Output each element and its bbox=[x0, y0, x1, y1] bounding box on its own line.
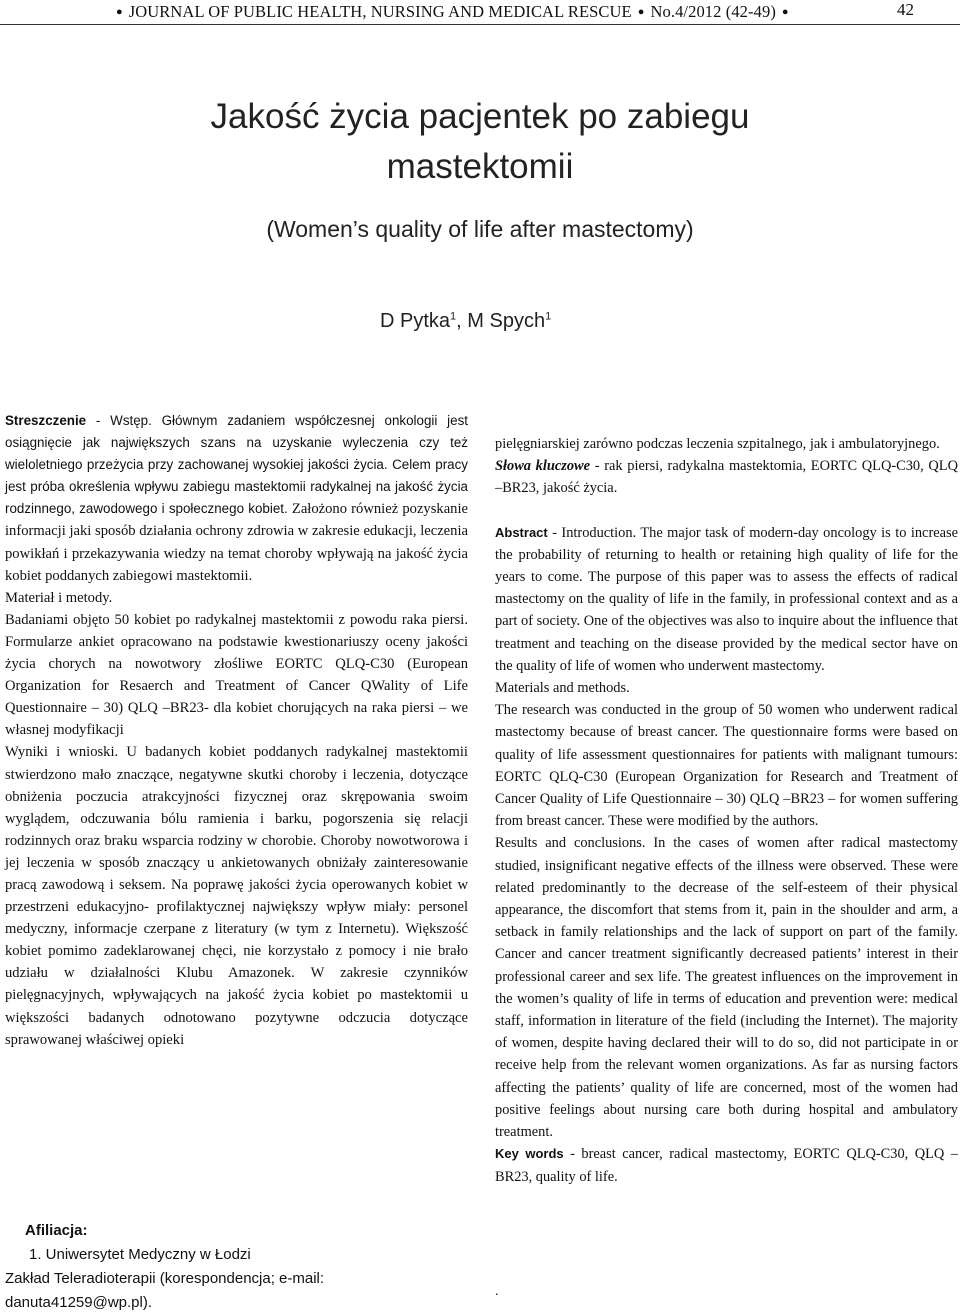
journal-header bbox=[110, 2, 795, 22]
author-name: D Pytka bbox=[380, 310, 451, 332]
author-name: M Spych bbox=[467, 310, 546, 332]
abstract-english-intro bbox=[495, 522, 958, 677]
trailing-dot: . bbox=[495, 1284, 499, 1299]
abstract-label: Abstract bbox=[495, 524, 548, 540]
keywords-label: Key words bbox=[495, 1146, 564, 1162]
affiliation-item: Zakład Teleradioterapii (korespondencja; e-mail: danuta41259@wp.pl). bbox=[5, 1270, 325, 1311]
results-text: U badanych kobiet poddanych radykalnej mastektomii stwierdzono mało znaczące, negatywne skutki choroby i leczenia, dotyczące obniżenia poczucia atrakcyjności fizycznej oraz skrępowania swoim wyglądem, odczuwania bólu ramienia i barku, pogorszenia się relacji rodzinnych oraz braku wsparcia rodziny w chorobie. Choroby nowotworowa i jej leczenia w sposób znaczący u ankietowanych obniżały zainteresowanie pracą zawodową i seksem. Na poprawę jakości życia operowanych kobiet w przestrzeni edukacyjno- profilaktycznej największy wpływ miały: personel medyczny, informacje czerpane z literatury (w tym z Internetu). Większość kobiet pomimo zadeklarowanej chęci, nie korzystało z pomocy i nie brało udziału w działalności Klubu Amazonek. W zakresie czynników pielęgnacyjnych, wpływających na jakość życia kobiet po mastektomii u większości badanych odnotowano pozytywne odczucia dotyczące sprawowanej właściwej opieki bbox=[5, 744, 468, 1048]
abstract-column-right bbox=[495, 433, 958, 1188]
keywords-english bbox=[495, 1143, 958, 1187]
keywords-text: - rak piersi, radykalna mastektomia, EORTC QLQ-C30, QLQ –BR23, jakość życia. bbox=[495, 458, 958, 497]
bullet-icon: ● bbox=[116, 6, 123, 18]
title-line-1: Jakość życia pacjentek po zabiegu bbox=[210, 97, 750, 136]
intro-label: - Wstęp. bbox=[86, 413, 152, 428]
running-header bbox=[0, 0, 960, 25]
journal-issue: No.4/2012 (42-49) bbox=[650, 2, 776, 21]
keywords-text: - breast cancer, radical mastectomy, EORTC QLQ-C30, QLQ –BR23, quality of life. bbox=[495, 1146, 958, 1185]
affiliation-mark: 1 bbox=[545, 310, 552, 323]
keywords-polish bbox=[495, 455, 958, 499]
abstract-paragraph: Założono również pozyskanie informacji jaki sposób działania ochrony zdrowia w zakresie edukacji, leczenia powikłań i przekazywania wiedzy na temat choroby wpływają na jakość życia kobiet poddanych zabiegowi mastektomii. bbox=[5, 501, 468, 584]
methods-paragraph: Badaniami objęto 50 kobiet po radykalnej mastektomii z powodu raka piersi. Formularze ankiet opracowano na podstawie kwestionariuszy oceny jakości życia chorych na nowotwory złośliwe EORTC QLQ-C30 (European Organization for Resaerch and Treatment of Cancer QWality of Life Questionnaire – 30) QLQ –BR23- dla kobiet chorujących na raka piersi – we własnej modyfikacji bbox=[5, 611, 468, 739]
author-list bbox=[380, 310, 680, 333]
affiliation-block bbox=[5, 1219, 465, 1315]
affiliation-mark: 1 bbox=[450, 310, 457, 323]
journal-name: JOURNAL OF PUBLIC HEALTH, NURSING AND MEDICAL RESCUE bbox=[128, 2, 632, 21]
bullet-icon: ● bbox=[781, 6, 789, 18]
methods-paragraph: The research was conducted in the group of 50 women who underwent radical mastectomy because of breast cancer. The questionnaire forms were based on quality of life assessment questionnaires for patients with malignant tumours: EORTC QLQ-C30 (European Organization for Research and Treatment of Cancer Quality of Life Questionnaire – 30) QLQ –BR23 – for women suffering from breast cancer. These were modified by the authors. bbox=[495, 702, 958, 830]
methods-label: Materiał i metody. bbox=[5, 589, 113, 606]
bullet-icon: ● bbox=[637, 6, 645, 18]
abstract-paragraph: - Introduction. The major task of modern-day oncology is to increase the probability of returning to health or retaining high quality of life for the years to come. The purpose of this paper was to assess the effects of radical mastectomy on the quality of life in the family, in professional context and as a part of society. One of the objectives was also to inquire about the influence that treatment and teaching on the disease provided by the medical sector have on the quality of life of women who underwent mastectomy. bbox=[495, 524, 958, 674]
author-separator: , bbox=[456, 310, 468, 332]
abstract-polish bbox=[5, 410, 468, 1051]
abstract-paragraph: Głównym zadaniem współczesnej onkologii jest osiągnięcie jak największych szans na uzyskanie wyleczenia czy też wieloletniego przeżycia przy zachowanej wysokiej jakości życia. Celem pracy jest próba określenia wpływu zabiegu mastektomii radykalnej na jakość życia rodzinnego, zawodowego i społecznego kobiet. bbox=[5, 413, 468, 517]
affiliation-item: 1. Uniwersytet Medyczny w Łodzi bbox=[29, 1246, 251, 1263]
paper-title bbox=[80, 92, 880, 192]
abstract-label: Streszczenie bbox=[5, 413, 87, 428]
paper-subtitle: (Women’s quality of life after mastectomy) bbox=[266, 216, 694, 242]
results-paragraph bbox=[5, 741, 468, 1050]
results-paragraph: Results and conclusions. In the cases of women after radical mastectomy studied, insignificant negative effects of the illness were observed. These were related predominantly to the decrease of the self-esteem of their physical appearance, the discomfort that stems from it, pain in the shoulder and arm, a setback in family relationships and the lack of support on part of the family. Cancer and cancer treatment significantly decreased patients’ interest in their professional career and sex life. The greatest influences on the improvement in the women’s quality of life in terms of education and prevention were: medical staff, information in literature of the field (including the Internet). The majority of women, despite having declared their will to do so, did not participate in or receive help from the relevant women organizations. As far as nursing factors affecting the patients’ quality of life are concerned, most of the women had positive feelings about nursing care both during hospital and ambulatory treatment. bbox=[495, 835, 958, 1141]
title-line-2: mastektomii bbox=[386, 147, 574, 186]
abstract-intro bbox=[5, 410, 468, 587]
results-label: Wyniki i wnioski. bbox=[5, 744, 119, 761]
methods-label: Materials and methods. bbox=[495, 680, 630, 697]
abstract-continued: pielęgniarskiej zarówno podczas leczenia szpitalnego, jak i ambulatoryjnego. bbox=[495, 436, 940, 452]
page-number: 42 bbox=[897, 0, 914, 19]
affiliation-heading: Afiliacja: bbox=[25, 1222, 88, 1239]
keywords-label: Słowa kluczowe bbox=[495, 458, 591, 475]
